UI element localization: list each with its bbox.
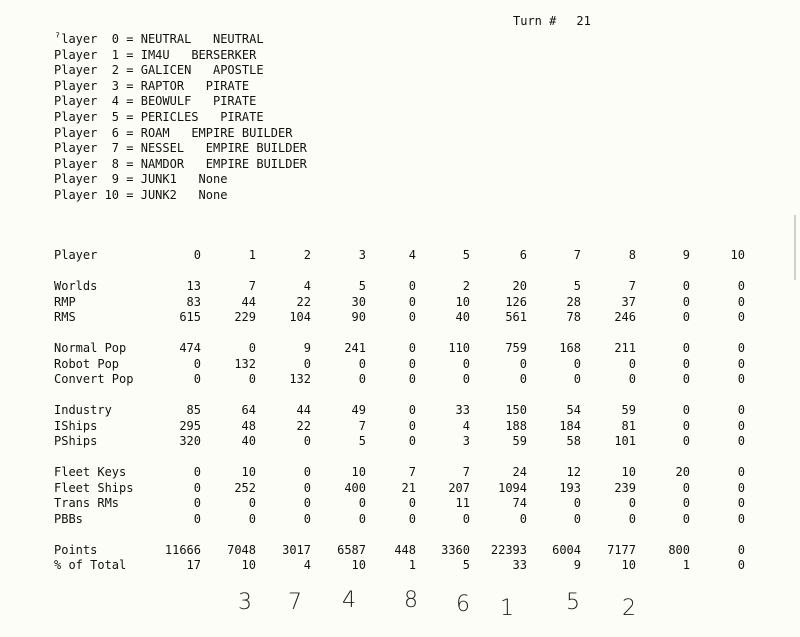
table-cell: 3 [358, 248, 366, 262]
player-role: NEUTRAL [212, 32, 264, 46]
player-entry [54, 126, 307, 142]
player-role: PIRATE [212, 94, 257, 109]
player-name: RAPTOR [140, 78, 185, 93]
table-cell: 0 [248, 372, 256, 386]
table-cell: 320 [179, 434, 201, 448]
table-cell: 40 [241, 434, 256, 448]
table-cell: 0 [682, 434, 690, 448]
table-cell: 207 [448, 480, 470, 495]
player-entry [54, 157, 307, 173]
table-cell: 184 [559, 418, 581, 433]
table-cell: 615 [179, 310, 201, 324]
player-name: JUNK1 [140, 172, 177, 187]
table-cell: 48 [241, 418, 256, 433]
table-cell: 10 [455, 294, 470, 309]
table-cell: 3 [462, 434, 470, 448]
table-cell: 10 [621, 465, 636, 479]
player-name: IM4U [140, 47, 170, 62]
player-label: Player 10 = [54, 187, 134, 202]
handwritten-rank: 6 [456, 592, 470, 617]
table-cell: 49 [351, 403, 366, 417]
table-cell: 7 [462, 465, 470, 479]
table-cell: 474 [179, 341, 201, 355]
player-entry [54, 172, 307, 188]
table-cell: 0 [737, 558, 745, 572]
table-row [0, 512, 800, 528]
row-label: Points [54, 542, 98, 557]
table-cell: 0 [628, 372, 636, 386]
table-cell: 0 [408, 418, 416, 433]
table-cell: 0 [248, 341, 256, 355]
table-cell: 7 [358, 418, 366, 433]
table-cell: 9 [573, 558, 581, 572]
table-cell: 0 [193, 372, 201, 386]
table-cell: 229 [234, 310, 256, 324]
player-name: NEUTRAL [140, 32, 192, 46]
table-cell: 0 [737, 294, 745, 309]
table-row [0, 310, 800, 326]
table-row [0, 543, 800, 559]
table-cell: 83 [186, 294, 201, 309]
row-label: RMS [54, 310, 76, 324]
table-cell: 0 [737, 341, 745, 355]
player-list [54, 32, 307, 204]
table-cell: 33 [512, 558, 527, 572]
table-cell: 20 [675, 465, 690, 479]
table-cell: 20 [512, 279, 527, 293]
table-cell: 44 [296, 403, 311, 417]
player-label: ˀlayer 0 = [54, 32, 134, 46]
player-entry [54, 48, 307, 64]
row-label: Normal Pop [54, 341, 127, 355]
player-name: ROAM [140, 125, 170, 140]
table-cell: 0 [193, 465, 201, 479]
table-cell: 7048 [227, 542, 256, 557]
table-cell: 4 [303, 558, 311, 572]
table-cell: 0 [193, 248, 201, 262]
table-cell: 241 [344, 341, 366, 355]
table-cell: 59 [621, 403, 636, 417]
row-label: Fleet Keys [54, 465, 127, 479]
table-cell: 30 [351, 294, 366, 309]
table-cell: 9 [682, 248, 690, 262]
table-cell: 0 [519, 372, 527, 386]
table-cell: 1 [682, 558, 690, 572]
turn-number: 21 [576, 14, 591, 28]
table-cell: 0 [737, 496, 745, 510]
table-row [0, 558, 800, 574]
table-cell: 1 [408, 558, 416, 572]
table-cell: 5 [573, 279, 581, 293]
table-cell: 4 [408, 248, 416, 262]
player-label: Player 8 = [54, 156, 134, 171]
player-label: Player 3 = [54, 78, 134, 93]
table-cell: 0 [303, 496, 311, 510]
table-cell: 193 [559, 480, 581, 495]
table-cell: 10 [241, 465, 256, 479]
table-cell: 5 [358, 434, 366, 448]
player-role: PIRATE [220, 109, 264, 124]
table-cell: 252 [234, 480, 256, 495]
table-cell: 0 [682, 480, 690, 495]
table-row [0, 372, 800, 388]
table-cell: 110 [448, 341, 470, 355]
table-cell: 3017 [282, 542, 311, 557]
handwritten-rank: 1 [500, 596, 514, 621]
table-cell: 295 [179, 418, 201, 433]
table-row [0, 465, 800, 481]
table-cell: 246 [614, 310, 636, 324]
row-label: Trans RMs [54, 496, 120, 510]
table-cell: 5 [462, 558, 470, 572]
table-cell: 0 [193, 356, 201, 371]
table-cell: 21 [401, 480, 416, 495]
table-cell: 85 [186, 403, 201, 417]
table-cell: 0 [628, 356, 636, 371]
table-cell: 0 [737, 418, 745, 433]
table-cell: 44 [241, 294, 256, 309]
table-cell: 2 [303, 248, 311, 262]
player-role: EMPIRE BUILDER [191, 125, 293, 140]
table-cell: 0 [573, 372, 581, 386]
table-cell: 0 [462, 372, 470, 386]
table-cell: 0 [248, 496, 256, 510]
table-cell: 400 [344, 480, 366, 495]
table-cell: 0 [573, 356, 581, 371]
row-label: Convert Pop [54, 372, 134, 386]
player-entry [54, 110, 307, 126]
table-row [0, 279, 800, 295]
table-cell: 81 [621, 418, 636, 433]
table-cell: 33 [455, 403, 470, 417]
table-cell: 0 [682, 511, 690, 526]
table-cell: 7 [248, 279, 256, 293]
row-label: Robot Pop [54, 356, 120, 371]
row-label: RMP [54, 294, 76, 309]
player-entry [54, 188, 307, 204]
table-cell: 0 [193, 511, 201, 526]
row-label: Worlds [54, 279, 98, 293]
table-cell: 448 [394, 542, 416, 557]
table-row [0, 496, 800, 512]
handwritten-rank: 4 [342, 588, 356, 613]
player-entry [54, 63, 307, 79]
table-cell: 6004 [552, 542, 581, 557]
table-cell: 0 [682, 372, 690, 386]
table-cell: 0 [303, 465, 311, 479]
table-cell: 0 [408, 511, 416, 526]
table-cell: 0 [303, 434, 311, 448]
table-cell: 0 [358, 496, 366, 510]
table-cell: 0 [358, 511, 366, 526]
table-cell: 239 [614, 480, 636, 495]
table-cell: 10 [351, 558, 366, 572]
table-row [0, 419, 800, 435]
table-cell: 0 [408, 496, 416, 510]
table-cell: 0 [737, 372, 745, 386]
table-cell: 168 [559, 341, 581, 355]
table-cell: 0 [303, 356, 311, 371]
table-cell: 11 [455, 496, 470, 510]
table-row [0, 295, 800, 311]
player-name: JUNK2 [140, 187, 177, 202]
table-cell: 0 [462, 511, 470, 526]
table-cell: 6587 [337, 542, 366, 557]
table-cell: 17 [186, 558, 201, 572]
table-cell: 22393 [490, 542, 527, 557]
table-cell: 5 [462, 248, 470, 262]
table-cell: 0 [682, 403, 690, 417]
player-name: NESSEL [140, 141, 185, 156]
player-label: Player 4 = [54, 94, 134, 109]
player-role: BERSERKER [191, 47, 257, 62]
table-cell: 0 [408, 403, 416, 417]
table-cell: 1094 [498, 480, 527, 495]
table-cell: 0 [573, 511, 581, 526]
table-cell: 0 [628, 511, 636, 526]
table-cell: 78 [566, 310, 581, 324]
table-cell: 0 [193, 480, 201, 495]
table-cell: 0 [628, 496, 636, 510]
table-cell: 0 [408, 341, 416, 355]
player-name: BEOWULF [140, 94, 192, 109]
table-cell: 8 [628, 248, 636, 262]
table-cell: 58 [566, 434, 581, 448]
table-cell: 3360 [441, 542, 470, 557]
table-cell: 0 [408, 294, 416, 309]
row-label: Fleet Ships [54, 480, 134, 495]
table-cell: 13 [186, 279, 201, 293]
table-row [0, 481, 800, 497]
table-cell: 132 [289, 372, 311, 386]
table-cell: 74 [512, 496, 527, 510]
table-cell: 24 [512, 465, 527, 479]
table-cell: 0 [737, 511, 745, 526]
row-label: % of Total [54, 558, 127, 572]
player-name: GALICEN [140, 63, 192, 78]
table-cell: 0 [408, 372, 416, 386]
table-cell: 0 [682, 418, 690, 433]
table-cell: 561 [505, 310, 527, 324]
table-cell: 7177 [607, 542, 636, 557]
player-label: Player 7 = [54, 141, 134, 156]
table-cell: 0 [358, 372, 366, 386]
player-role: EMPIRE BUILDER [205, 141, 307, 156]
table-cell: 0 [737, 310, 745, 324]
table-cell: 104 [289, 310, 311, 324]
table-cell: 0 [408, 279, 416, 293]
table-cell: 188 [505, 418, 527, 433]
table-cell: 40 [455, 310, 470, 324]
table-cell: 0 [248, 511, 256, 526]
table-cell: 6 [519, 248, 527, 262]
table-cell: 0 [737, 403, 745, 417]
table-cell: 0 [737, 356, 745, 371]
table-cell: 90 [351, 310, 366, 324]
player-name: NAMDOR [140, 156, 185, 171]
table-cell: 0 [193, 496, 201, 510]
table-cell: 0 [408, 310, 416, 324]
handwritten-rank: 3 [238, 590, 252, 615]
table-cell: 7 [408, 465, 416, 479]
player-role: PIRATE [205, 78, 250, 93]
player-entry [54, 32, 307, 48]
table-cell: 0 [519, 511, 527, 526]
player-label: Player 5 = [54, 109, 134, 124]
table-cell: 0 [682, 356, 690, 371]
table-cell: 22 [296, 418, 311, 433]
turn-label: Turn # [513, 14, 557, 28]
table-cell: 0 [682, 310, 690, 324]
table-cell: 7 [573, 248, 581, 262]
row-label: PShips [54, 434, 98, 448]
table-row [0, 357, 800, 373]
table-row [0, 341, 800, 357]
table-cell: 64 [241, 403, 256, 417]
table-cell: 0 [519, 356, 527, 371]
player-label: Player 6 = [54, 125, 134, 140]
table-cell: 54 [566, 403, 581, 417]
table-cell: 37 [621, 294, 636, 309]
turn-indicator [513, 14, 591, 28]
table-cell: 11666 [164, 542, 201, 557]
player-entry [54, 141, 307, 157]
table-cell: 0 [408, 434, 416, 448]
table-cell: 0 [737, 279, 745, 293]
player-role: None [198, 187, 228, 202]
table-cell: 0 [737, 542, 745, 557]
table-cell: 1 [248, 248, 256, 262]
table-cell: 0 [303, 511, 311, 526]
handwritten-rank: 7 [288, 590, 302, 615]
table-cell: 132 [234, 356, 256, 371]
table-cell: 10 [730, 248, 745, 262]
player-label: Player 1 = [54, 47, 134, 62]
player-role: APOSTLE [212, 63, 264, 78]
row-label: Player [54, 248, 98, 262]
player-label: Player 2 = [54, 63, 134, 78]
table-cell: 59 [512, 434, 527, 448]
handwritten-rank: 2 [622, 596, 636, 621]
table-cell: 7 [628, 279, 636, 293]
table-cell: 211 [614, 341, 636, 355]
table-cell: 0 [408, 356, 416, 371]
table-cell: 9 [303, 341, 311, 355]
table-cell: 2 [462, 279, 470, 293]
player-entry [54, 94, 307, 110]
table-cell: 0 [737, 465, 745, 479]
table-cell: 10 [621, 558, 636, 572]
table-cell: 0 [682, 341, 690, 355]
table-cell: 0 [682, 294, 690, 309]
handwritten-rank: 5 [566, 590, 580, 615]
row-label: Industry [54, 403, 112, 417]
table-cell: 0 [737, 434, 745, 448]
table-cell: 150 [505, 403, 527, 417]
table-cell: 0 [462, 356, 470, 371]
player-name: PERICLES [140, 109, 199, 124]
player-entry [54, 79, 307, 95]
table-cell: 4 [462, 418, 470, 433]
table-cell: 10 [241, 558, 256, 572]
table-cell: 5 [358, 279, 366, 293]
table-cell: 800 [668, 542, 690, 557]
table-cell: 0 [573, 496, 581, 510]
table-cell: 0 [682, 279, 690, 293]
table-cell: 126 [505, 294, 527, 309]
table-row [0, 403, 800, 419]
table-cell: 4 [303, 279, 311, 293]
table-cell: 759 [505, 341, 527, 355]
table-cell: 0 [737, 480, 745, 495]
table-cell: 12 [566, 465, 581, 479]
table-cell: 101 [614, 434, 636, 448]
row-label: PBBs [54, 511, 83, 526]
table-cell: 22 [296, 294, 311, 309]
row-label: IShips [54, 418, 98, 433]
player-label: Player 9 = [54, 172, 134, 187]
player-role: None [198, 172, 228, 187]
table-row [0, 434, 800, 450]
table-cell: 0 [303, 480, 311, 495]
table-cell: 0 [682, 496, 690, 510]
table-header-row [0, 248, 800, 264]
player-role: EMPIRE BUILDER [205, 156, 307, 171]
table-cell: 10 [351, 465, 366, 479]
table-cell: 28 [566, 294, 581, 309]
handwritten-rank: 8 [404, 588, 418, 613]
table-cell: 0 [358, 356, 366, 371]
